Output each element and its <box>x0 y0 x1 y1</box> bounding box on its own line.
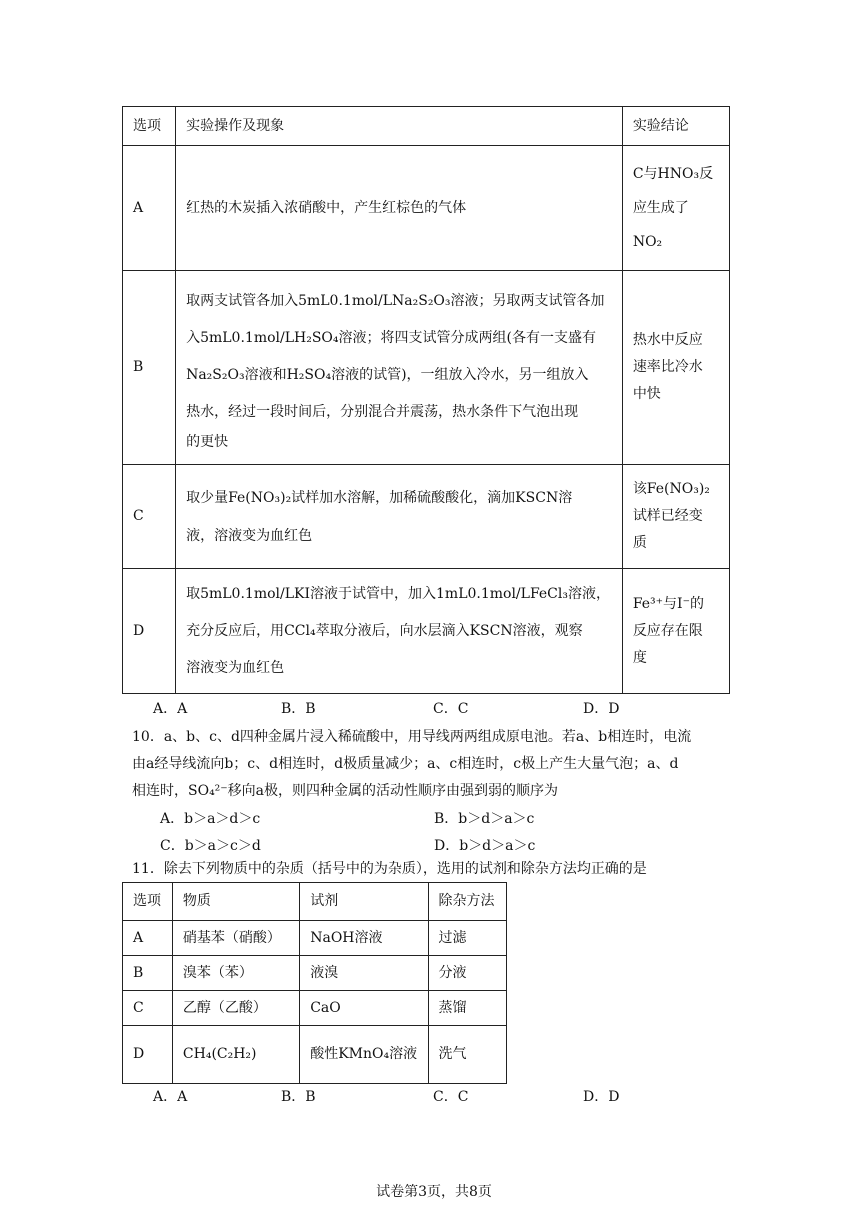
q9-option-d[interactable]: D．D <box>583 701 620 717</box>
q10-option-d[interactable]: D．b＞d＞a＞c <box>434 838 536 854</box>
table-row <box>123 271 730 465</box>
q11-cell: B <box>123 956 173 991</box>
operation-line: 的更快 <box>186 433 229 450</box>
q9-conclusion-cell <box>622 146 729 271</box>
operation-line: 入5mL0.1mol/LH₂SO₄溶液；将四支试管分成两组(各有一支盛有 <box>186 329 596 346</box>
q9-operation-cell <box>176 271 623 465</box>
q11-cell: C <box>123 991 173 1026</box>
page-footer: 试卷第3页，共8页 <box>376 1184 492 1200</box>
q11-header-cell: 物质 <box>172 883 299 921</box>
operation-line: 取5mL0.1mol/LKI溶液于试管中，加入1mL0.1mol/LFeCl₃溶液， <box>186 585 610 602</box>
q10-option-a[interactable]: A．b＞a＞d＞c <box>160 811 261 827</box>
conclusion-line: 试样已经变 <box>632 508 703 524</box>
conclusion-line: NO₂ <box>632 234 663 250</box>
q9-header-row <box>123 107 730 146</box>
operation-line: 充分反应后，用CCl₄萃取分液后，向水层滴入KSCN溶液，观察 <box>186 622 583 639</box>
q9-option-cell: D <box>123 569 176 694</box>
q10-line: 由a经导线流向b；c、d相连时，d极质量减少；a、c相连时，c极上产生大量气泡；a、d <box>132 756 679 772</box>
operation-line: Na₂S₂O₃溶液和H₂SO₄溶液的试管)，一组放入冷水，另一组放入 <box>186 366 589 383</box>
q9-table <box>122 106 730 694</box>
q9-operation-cell <box>176 465 623 569</box>
table-row <box>123 1026 507 1084</box>
q9-option-cell: C <box>123 465 176 569</box>
conclusion-line: 热水中反应 <box>632 332 703 348</box>
q11-cell: 液溴 <box>300 956 428 991</box>
q10-option-c[interactable]: C．b＞a＞c＞d <box>160 838 261 854</box>
q11-cell: 分液 <box>428 956 506 991</box>
q11-table <box>122 882 507 1084</box>
q11-cell: 蒸馏 <box>428 991 506 1026</box>
q11-cell: A <box>123 921 173 956</box>
q9-option-cell: B <box>123 271 176 465</box>
operation-line: 热水，经过一段时间后，分别混合并震荡，热水条件下气泡出现 <box>186 403 579 420</box>
q11-option-a[interactable]: A．A <box>153 1089 188 1105</box>
conclusion-line: 反应存在限 <box>632 622 703 639</box>
q11-options <box>153 1086 619 1106</box>
q10-option-b[interactable]: B．b＞d＞a＞c <box>434 811 535 827</box>
q11-cell: 酸性KMnO₄溶液 <box>300 1026 428 1084</box>
q10-options <box>160 806 535 860</box>
q9-operation-cell <box>176 146 623 271</box>
operation-line: 溶液变为血红色 <box>186 659 285 676</box>
q11-option-d[interactable]: D．D <box>583 1089 620 1105</box>
q9-option-b[interactable]: B．B <box>281 701 316 717</box>
conclusion-line: 度 <box>632 649 647 666</box>
q9-header-operation: 实验操作及现象 <box>176 107 623 146</box>
q11-header-cell: 除杂方法 <box>428 883 506 921</box>
q9-conclusion-cell <box>622 271 729 465</box>
q11-cell: D <box>123 1026 173 1084</box>
q11-header-row <box>123 883 507 921</box>
q11-cell: 溴苯（苯） <box>172 956 299 991</box>
q11-stem: 11．除去下列物质中的杂质（括号中的为杂质），选用的试剂和除杂方法均正确的是 <box>132 861 647 877</box>
conclusion-line: 应生成了 <box>632 200 689 216</box>
operation-line: 取少量Fe(NO₃)₂试样加水溶解，加稀硫酸酸化，滴加KSCN溶 <box>186 489 573 506</box>
q11-cell: 过滤 <box>428 921 506 956</box>
q9-options <box>153 698 619 718</box>
operation-line: 红热的木炭插入浓硝酸中，产生红棕色的气体 <box>186 199 467 216</box>
q11-option-b[interactable]: B．B <box>281 1089 316 1105</box>
q9-option-a[interactable]: A．A <box>153 701 188 717</box>
q11-cell: NaOH溶液 <box>300 921 428 956</box>
q10-stem <box>132 724 742 805</box>
q9-header-option: 选项 <box>123 107 176 146</box>
q11-header-cell: 试剂 <box>300 883 428 921</box>
q11-cell: 硝基苯（硝酸） <box>172 921 299 956</box>
table-row <box>123 465 730 569</box>
q9-option-c[interactable]: C．C <box>433 701 469 717</box>
conclusion-line: C与HNO₃反 <box>632 166 714 182</box>
q9-operation-cell <box>176 569 623 694</box>
table-row <box>123 991 507 1026</box>
q11-option-c[interactable]: C．C <box>433 1089 469 1105</box>
conclusion-line: 速率比冷水 <box>632 359 703 375</box>
q9-conclusion-cell <box>622 465 729 569</box>
q11-cell: CH₄(C₂H₂) <box>172 1026 299 1084</box>
table-row <box>123 146 730 271</box>
conclusion-line: Fe³⁺与I⁻的 <box>632 595 704 612</box>
table-row <box>123 921 507 956</box>
conclusion-line: 质 <box>632 535 647 551</box>
q11-cell: 洗气 <box>428 1026 506 1084</box>
q9-header-conclusion: 实验结论 <box>622 107 729 146</box>
q11-cell: 乙醇（乙酸） <box>172 991 299 1026</box>
operation-line: 液，溶液变为血红色 <box>186 527 313 544</box>
q9-option-cell: A <box>123 146 176 271</box>
q9-conclusion-cell <box>622 569 729 694</box>
q10-line: 10．a、b、c、d四种金属片浸入稀硫酸中，用导线两两组成原电池。若a、b相连时，电流 <box>132 729 692 745</box>
operation-line: 取两支试管各加入5mL0.1mol/LNa₂S₂O₃溶液；另取两支试管各加 <box>186 292 605 309</box>
q10-line: 相连时，SO₄²⁻移向a极，则四种金属的活动性顺序由强到弱的顺序为 <box>132 783 559 799</box>
q11-cell: CaO <box>300 991 428 1026</box>
table-row <box>123 569 730 694</box>
conclusion-line: 该Fe(NO₃)₂ <box>632 481 710 497</box>
table-row <box>123 956 507 991</box>
conclusion-line: 中快 <box>632 386 661 402</box>
q11-header-cell: 选项 <box>123 883 173 921</box>
